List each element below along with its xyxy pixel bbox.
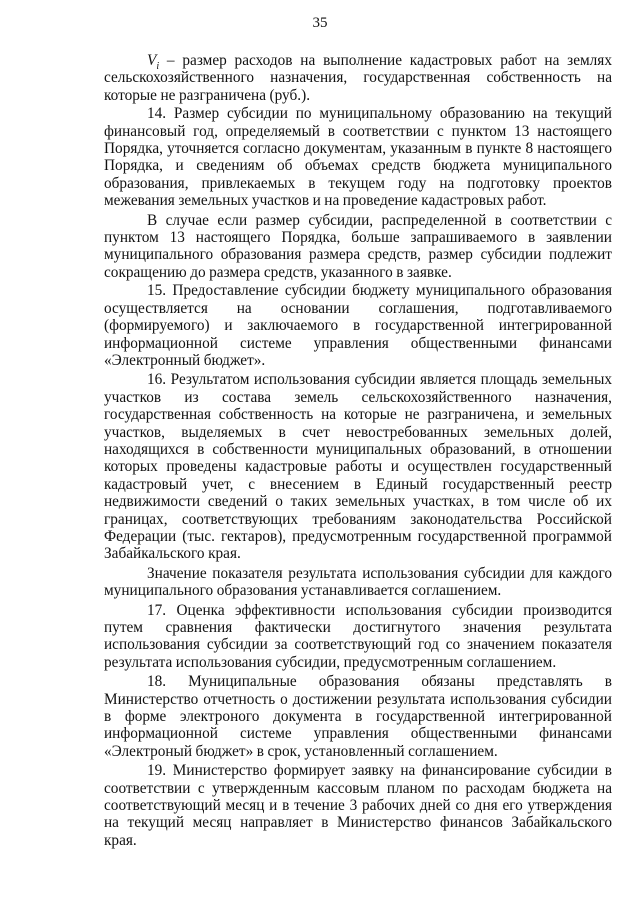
paragraph-14: 14. Размер субсидии по муниципальному образованию на текущий финансовый год, определяемый в соответствии с пунктом 13 настоящего Порядка, уточняется согласно документам, указанным в пункте 8 настоящего Порядка, и сведениям об объемах средств бюджета муниципального образования, привлекаемых в текущем году на подготовку проектов межевания земельных участков и на проведение кадастровых работ. bbox=[104, 105, 612, 210]
paragraph-19: 19. Министерство формирует заявку на финансирование субсидии в соответствии с утвержденным кассовым планом по расходам бюджета на соответствующий месяц и в течение 3 рабочих дней со дня его утверждения на текущий месяц направляет в Министерство финансов Забайкальского края. bbox=[104, 762, 612, 849]
paragraph-18: 18. Муниципальные образования обязаны представлять в Министерство отчетность о достижении результата использования субсидии в форме электроного документа в государственной интегрированной информационной системе управления общественными финансами «Электроный бюджет» в срок, установленный соглашением. bbox=[104, 673, 612, 760]
variable-subscript: i bbox=[156, 61, 160, 73]
variable-letter: V bbox=[147, 52, 157, 69]
paragraph-vi-definition bbox=[104, 52, 612, 104]
page-number: 35 bbox=[312, 15, 328, 31]
formula-variable bbox=[147, 52, 160, 73]
paragraph-16-continued: Значение показателя результата использования субсидии для каждого муниципального образования устанавливается соглашением. bbox=[104, 564, 612, 600]
paragraph-16: 16. Результатом использования субсидии является площадь земельных участков из состава земель сельскохозяйственного назначения, государственная собственность на которые не разграничена, и земельных участков, выделяемых в счет невостребованных земельных долей, находящихся в собственности муниципальных образований, в отношении которых проведены кадастровые работы и осуществлен государственный кадастровый учет, с внесением в Единый государственный реестр недвижимости сведений о таких земельных участках, в том числе об их границах, соответствующих требованиям законодательства Российской Федерации (тыс. гектаров), предусмотренным государственной программой Забайкальского края. bbox=[104, 371, 612, 563]
document-body bbox=[104, 52, 612, 849]
paragraph-17: 17. Оценка эффективности использования субсидии производится путем сравнения фактически достигнутого значения результата использования субсидии за соответствующий год со значением показателя результата использования субсидии, предусмотренным соглашением. bbox=[104, 601, 612, 671]
paragraph-15: 15. Предоставление субсидии бюджету муниципального образования осуществляется на основании соглашения, подготавливаемого (формируемого) и заключаемого в государственной интегрированной информационной системе управления общественными финансами «Электронный бюджет». bbox=[104, 282, 612, 369]
paragraph-14-continued: В случае если размер субсидии, распределенной в соответствии с пунктом 13 настоящего Порядка, больше запрашиваемого в заявлении муниципального образования размера средств, размер субсидии подлежит сокращению до размера средств, указанного в заявке. bbox=[104, 211, 612, 281]
paragraph-text: – размер расходов на выполнение кадастровых работ на землях сельскохозяйственного назначения, государственная собственность на которые не разграничена (руб.). bbox=[104, 52, 612, 104]
